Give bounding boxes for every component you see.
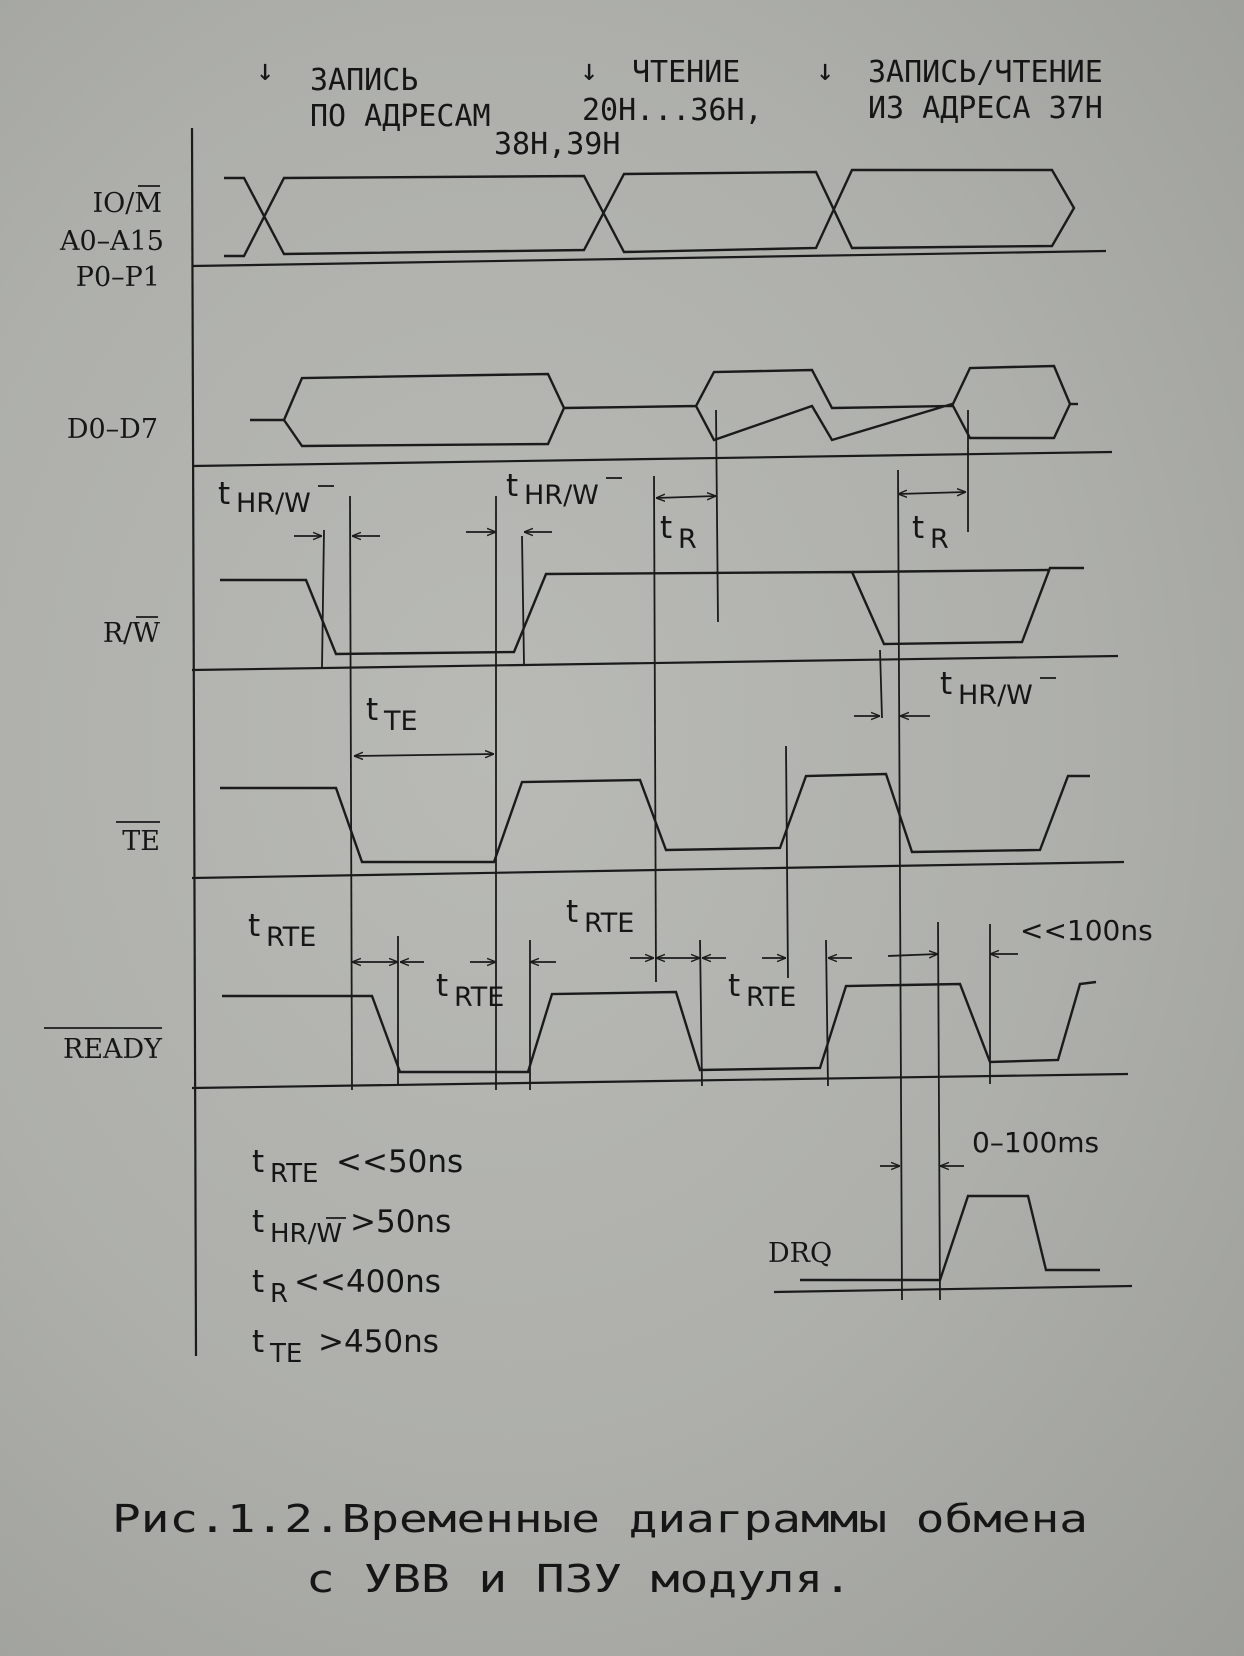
svg-text:RTE: RTE — [266, 922, 317, 953]
label-thrw-2 — [506, 468, 622, 511]
svg-text:RTE: RTE — [584, 908, 635, 939]
dim-lt100ns-left — [888, 954, 938, 956]
constraint-tte — [252, 1324, 439, 1369]
svg-text:<<400ns: <<400ns — [294, 1264, 441, 1300]
dim-tte — [354, 754, 494, 756]
svg-text:TE: TE — [384, 706, 418, 737]
baseline-te — [192, 862, 1124, 878]
svg-text:t: t — [252, 1144, 265, 1180]
wave-address — [224, 170, 1074, 256]
phase2-arrow: ↓ — [580, 53, 599, 88]
baseline-drq — [774, 1286, 1132, 1292]
svg-text:R: R — [270, 1279, 289, 1309]
waveforms — [220, 170, 1100, 1280]
dim-tr-2 — [898, 492, 966, 494]
svg-text:>50ns: >50ns — [350, 1204, 452, 1240]
ref-te-fall-2 — [654, 476, 656, 982]
svg-text:R: R — [930, 524, 949, 555]
ref-ready-fall-2 — [700, 940, 702, 1086]
constraint-tr — [252, 1264, 441, 1309]
svg-text:t: t — [218, 476, 231, 512]
constraint-thrw — [252, 1204, 451, 1249]
svg-text:t: t — [252, 1324, 265, 1360]
signal-r-w: R/W — [102, 618, 160, 649]
svg-text:HR/W: HR/W — [958, 680, 1033, 711]
phase2-addresses-2: 38Н,39Н — [494, 127, 621, 162]
signal-names — [44, 186, 832, 1269]
figure-caption — [112, 1497, 1088, 1601]
signal-d0-d7: D0–D7 — [66, 414, 158, 445]
timing-labels — [218, 468, 1153, 1159]
phase1-arrow: ↓ — [256, 53, 275, 88]
label-trte-4 — [728, 968, 796, 1013]
constraints — [252, 1144, 463, 1369]
label-thrw-1 — [218, 476, 334, 519]
label-tr-2 — [912, 510, 949, 555]
ref-rw-fall-start — [322, 530, 324, 668]
phase1-title: ЗАПИСЬ — [310, 63, 419, 98]
ref-ready-rise-2 — [826, 940, 828, 1086]
svg-text:>450ns: >450ns — [318, 1324, 439, 1360]
header-labels — [256, 53, 1103, 162]
svg-text:HR/W: HR/W — [270, 1219, 343, 1249]
phase2-title: ЧТЕНИЕ — [632, 55, 741, 90]
axes — [192, 128, 1132, 1356]
ref-te-fall — [350, 496, 352, 1090]
svg-text:t: t — [566, 894, 579, 930]
svg-text:RTE: RTE — [746, 982, 797, 1013]
ref-te-fall-3 — [898, 470, 902, 1300]
svg-text:t: t — [252, 1204, 265, 1240]
label-trte-3 — [566, 894, 634, 939]
dim-tr-1 — [656, 496, 716, 498]
phase3-arrow: ↓ — [816, 53, 835, 88]
wave-data — [250, 366, 1070, 446]
phase3-title: ЗАПИСЬ/ЧТЕНИЕ — [868, 55, 1103, 90]
svg-text:RTE: RTE — [270, 1159, 319, 1189]
svg-text:t: t — [728, 968, 741, 1004]
label-tte — [366, 692, 418, 737]
vertical-axis — [192, 128, 196, 1356]
wave-ready — [222, 982, 1096, 1072]
label-lt100ns: <<100ns — [1020, 914, 1153, 947]
label-tr-1 — [660, 510, 697, 555]
svg-text:t: t — [506, 468, 519, 504]
label-trte-1 — [248, 908, 316, 953]
ref-rw-rise — [522, 536, 524, 664]
svg-text:t: t — [366, 692, 379, 728]
ref-te-rise-2 — [786, 746, 788, 978]
signal-ready: READY — [62, 1034, 162, 1065]
ref-data-valid — [716, 410, 718, 622]
signal-te: TE — [122, 826, 160, 857]
phase1-subtitle: ПО АДРЕСАМ — [310, 99, 491, 134]
ref-drq — [938, 922, 940, 1300]
svg-text:<<50ns: <<50ns — [336, 1144, 464, 1180]
baseline-ready — [192, 1074, 1128, 1088]
label-0-100ms: 0–100ms — [972, 1126, 1100, 1159]
svg-text:t: t — [248, 908, 261, 944]
svg-text:t: t — [436, 968, 449, 1004]
phase3-subtitle: ИЗ АДРЕСА 37Н — [868, 91, 1103, 126]
constraint-trte — [252, 1144, 463, 1189]
baseline-data — [192, 452, 1112, 466]
phase2-addresses: 20Н...36Н, — [582, 93, 763, 128]
label-thrw-3 — [940, 666, 1056, 711]
signal-p0-p1: P0–P1 — [75, 262, 160, 293]
svg-text:t: t — [940, 666, 953, 702]
caption-line-1: Рис.1.2.Временные диаграммы обмена — [112, 1497, 1088, 1541]
signal-io-m: IO/M — [92, 188, 162, 219]
caption-line-2: с УВВ и ПЗУ модуля. — [306, 1557, 852, 1601]
svg-text:t: t — [660, 510, 673, 546]
svg-text:R: R — [678, 524, 697, 555]
svg-text:HR/W: HR/W — [236, 488, 311, 519]
svg-text:RTE: RTE — [454, 982, 505, 1013]
svg-text:HR/W: HR/W — [524, 480, 599, 511]
label-trte-2 — [436, 968, 504, 1013]
wave-drq — [800, 1196, 1100, 1280]
svg-text:t: t — [252, 1264, 265, 1300]
svg-text:TE: TE — [270, 1339, 303, 1369]
signal-drq: DRQ — [768, 1238, 833, 1269]
svg-text:t: t — [912, 510, 925, 546]
signal-a0-a15: A0–A15 — [59, 226, 164, 257]
wave-rw-alt — [852, 570, 1050, 572]
